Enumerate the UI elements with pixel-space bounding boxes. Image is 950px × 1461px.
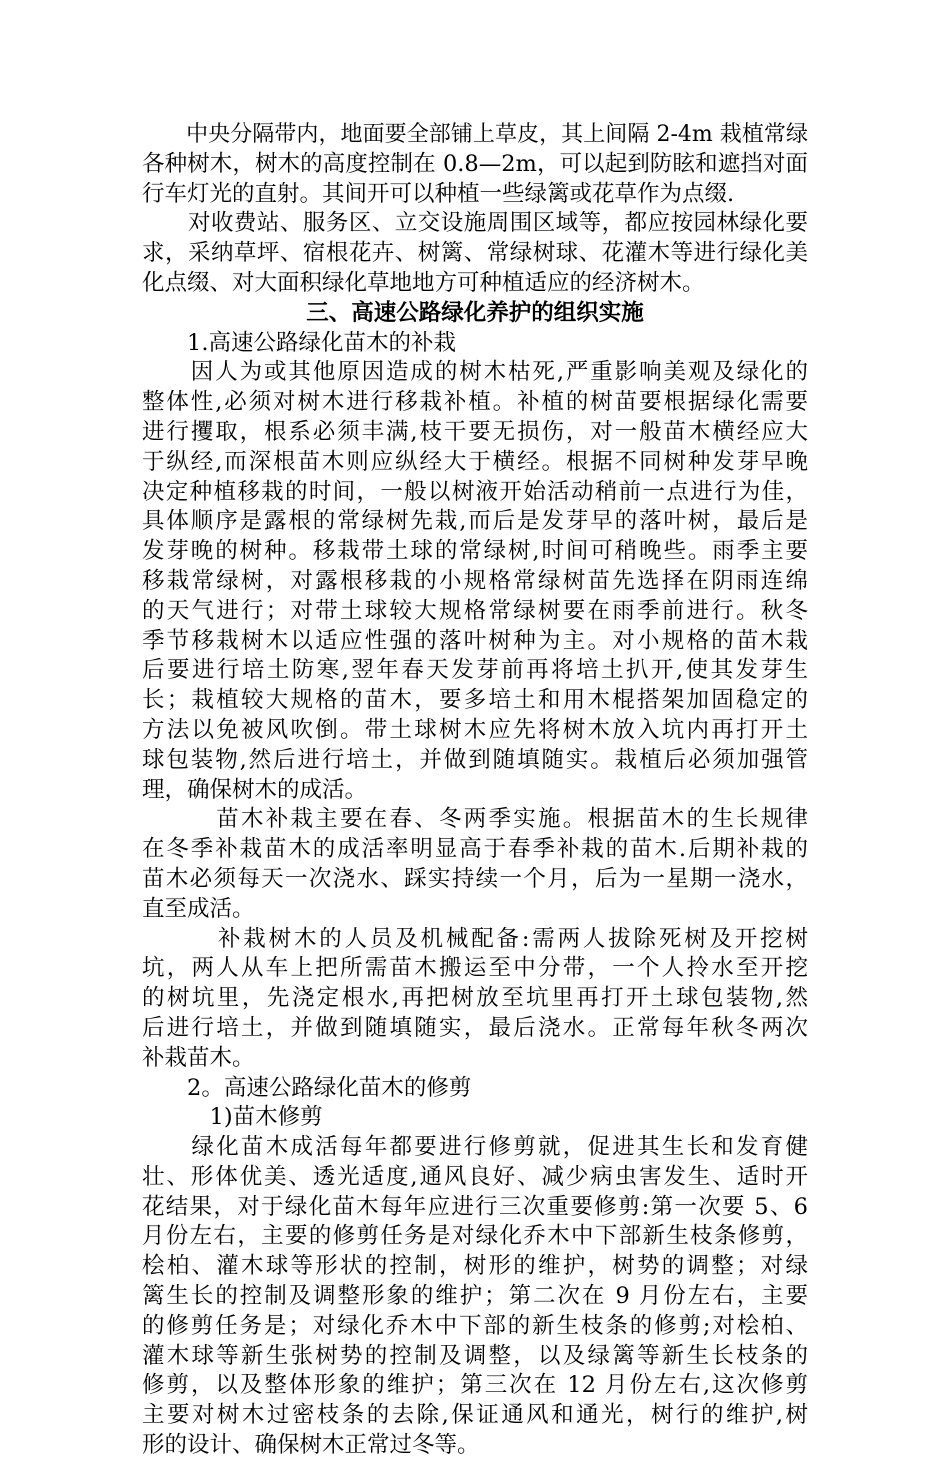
text-line: 的天气进行；对带土球较大规格常绿树要在雨季前进行。秋冬 [142,597,808,624]
text-line: 求，采纳草坪、宿根花卉、树篱、常绿树球、花灌木等进行绿化美 [142,240,808,267]
text-line: 补栽苗木。 [142,1044,255,1071]
text-line: 桧柏、灌木球等形状的控制，树形的维护，树势的调整；对绿 [142,1253,808,1280]
text-line: 在冬季补栽苗木的成活率明显高于春季补栽的苗木.后期补栽的 [142,836,808,863]
text-line: 壮、形体优美、透光适度,通风良好、减少病虫害发生、适时开 [142,1163,808,1190]
text-line: 方法以免被风吹倒。带土球树木应先将树木放入坑内再打开土 [142,716,808,743]
text-line: 化点缀、对大面积绿化草地地方可种植适应的经济树木。 [142,269,705,296]
text-line: 各种树木，树木的高度控制在 0.8—2m，可以起到防眩和遮挡对面 [142,150,808,177]
text-line: 进行攫取，根系必须丰满,枝干要无损伤，对一般苗木横经应大 [142,418,808,445]
text-line: 决定种植移栽的时间，一般以树液开始活动稍前一点进行为佳， [142,478,808,505]
text-line: 坑，两人从车上把所需苗木搬运至中分带，一个人拎水至开挖 [142,955,808,982]
text-line: 绿化苗木成活每年都要进行修剪就，促进其生长和发育健 [142,1134,808,1161]
text-line: 移栽常绿树，对露根移栽的小规格常绿树苗先选择在阴雨连绵 [142,567,808,594]
text-line: 苗木补栽主要在春、冬两季实施。根据苗木的生长规律 [142,806,808,833]
text-line: 发芽晚的树种。移栽带土球的常绿树,时间可稍晚些。雨季主要 [142,538,808,565]
text-line: 直至成活。 [142,895,255,922]
document-body [142,120,808,1461]
text-line: 主要对树木过密枝条的去除,保证通风和通光，树行的维护,树 [142,1402,808,1429]
text-line: 补栽树木的人员及机械配备:需两人拔除死树及开挖树 [142,925,808,952]
text-line: 修剪，以及整体形象的维护；第三次在 12 月份左右,这次修剪 [142,1372,808,1399]
subsection-title: 1)苗木修剪 [142,1104,323,1131]
text-line: 季节移栽树木以适应性强的落叶树种为主。对小规格的苗木栽 [142,627,808,654]
text-line: 中央分隔带内，地面要全部铺上草皮，其上间隔 2-4m 栽植常绿 [142,122,808,147]
text-line: 月份左右，主要的修剪任务是对绿化乔木中下部新生枝条修剪， [142,1223,808,1250]
text-line: 灌木球等新生张树势的控制及调整，以及绿篱等新生长枝条的 [142,1342,808,1369]
text-line: 具体顺序是露根的常绿树先栽,而后是发芽早的落叶树，最后是 [142,508,808,535]
text-line: 于纵经,而深根苗木则应纵经大于横经。根据不同树种发芽早晚 [142,448,808,475]
text-line: 后进行培土，并做到随填随实，最后浇水。正常每年秋冬两次 [142,1014,808,1041]
text-line: 对收费站、服务区、立交设施周围区域等，都应按园林绿化要 [142,210,808,237]
text-line: 的修剪任务是；对绿化乔木中下部的新生枝条的修剪;对桧柏、 [142,1312,808,1339]
text-line: 形的设计、确保树木正常过冬等。 [142,1432,480,1459]
text-line: 因人为或其他原因造成的树木枯死,严重影响美观及绿化的 [142,359,808,386]
text-line: 篱生长的控制及调整形象的维护；第二次在 9 月份左右，主要 [142,1283,808,1310]
text-line: 的树坑里，先浇定根水,再把树放至坑里再打开土球包装物,然 [142,985,808,1012]
text-line: 理，确保树木的成活。 [142,776,368,803]
text-line: 苗木必须每天一次浇水、踩实持续一个月，后为一星期一浇水， [142,865,808,892]
text-line: 球包装物,然后进行培土，并做到随填随实。栽植后必须加强管 [142,746,808,773]
text-line: 长；栽植较大规格的苗木，要多培土和用木棍搭架加固稳定的 [142,687,808,714]
text-line: 花结果，对于绿化苗木每年应进行三次重要修剪:第一次要 5、6 [142,1193,808,1220]
subsection-title: 2。高速公路绿化苗木的修剪 [142,1074,472,1101]
text-line: 整体性,必须对树木进行移栽补植。补植的树苗要根据绿化需要 [142,389,808,416]
text-line: 行车灯光的直射。其间开可以种植一些绿篱或花草作为点缀. [142,180,735,207]
section-heading: 三、高速公路绿化养护的组织实施 [306,299,644,326]
text-line: 后要进行培土防寒,翌年春天发芽前再将培土扒开,使其发芽生 [142,657,808,684]
subsection-title: 1.高速公路绿化苗木的补栽 [142,329,456,356]
